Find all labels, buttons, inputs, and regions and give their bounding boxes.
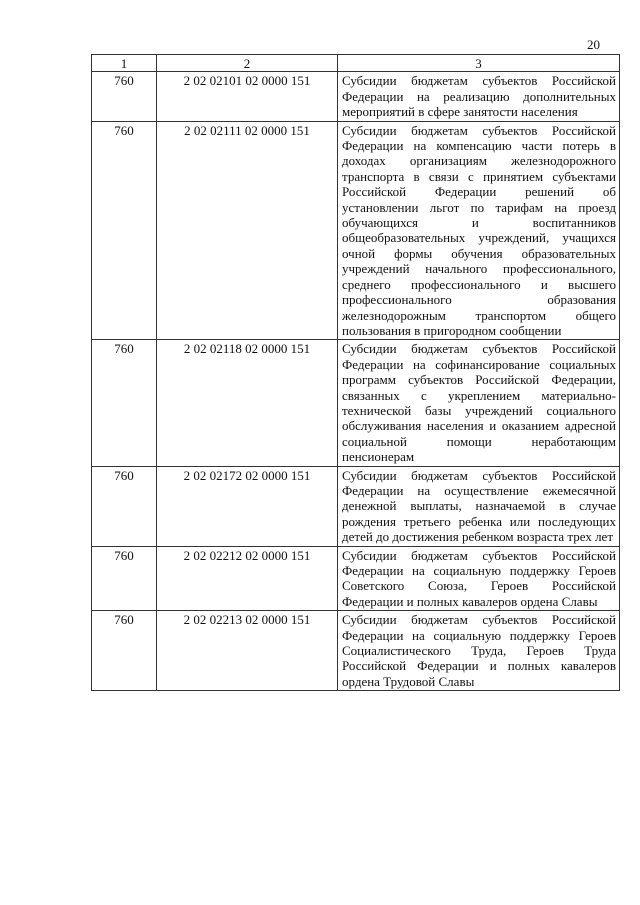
admin-code-cell: 760 [92, 340, 157, 466]
table-row [92, 121, 620, 340]
revenue-name-cell: Субсидии бюджетам субъектов Российской Федерации на компенсацию части потерь в доходах организациям железнодорожного транспорта в связи с принятием субъектами Российской Федерации решений об установлении льгот по тарифам на проезд обучающихся и воспитанников общеобразовательных учреждений, учащихся очной формы обучения образовательных учреждений начального профессионального, среднего профессионального и высшего профессионального образования железнодорожным транспортом общего пользования в пригородном сообщении [338, 121, 620, 340]
admin-code-cell: 760 [92, 466, 157, 546]
kbk-code-cell: 2 02 02213 02 0000 151 [157, 611, 338, 691]
kbk-code-cell: 2 02 02118 02 0000 151 [157, 340, 338, 466]
table-row [92, 466, 620, 546]
budget-classification-table [91, 54, 620, 691]
column-header-1: 1 [92, 55, 157, 72]
kbk-code-cell: 2 02 02212 02 0000 151 [157, 546, 338, 611]
revenue-name-cell: Субсидии бюджетам субъектов Российской Федерации на софинансирование социальных программ субъектов Российской Федерации, связанных с укреплением материально-технической базы учреждений социального обслуживания населения и оказанием адресной социальной помощи неработающим пенсионерам [338, 340, 620, 466]
table-row [92, 611, 620, 691]
kbk-code-cell: 2 02 02172 02 0000 151 [157, 466, 338, 546]
column-header-3: 3 [338, 55, 620, 72]
revenue-name-cell: Субсидии бюджетам субъектов Российской Федерации на осуществление ежемесячной денежной выплаты, назначаемой в случае рождения третьего ребенка или последующих детей до достижения ребенком возраста трех лет [338, 466, 620, 546]
revenue-name-cell: Субсидии бюджетам субъектов Российской Федерации на социальную поддержку Героев Социалистического Труда, Героев Труда Российской Федерации и полных кавалеров ордена Трудовой Славы [338, 611, 620, 691]
table-header-row [92, 55, 620, 72]
kbk-code-cell: 2 02 02101 02 0000 151 [157, 72, 338, 121]
table-row [92, 340, 620, 466]
admin-code-cell: 760 [92, 611, 157, 691]
admin-code-cell: 760 [92, 72, 157, 121]
admin-code-cell: 760 [92, 546, 157, 611]
admin-code-cell: 760 [92, 121, 157, 340]
revenue-name-cell: Субсидии бюджетам субъектов Российской Федерации на реализацию дополнительных мероприятий в сфере занятости населения [338, 72, 620, 121]
column-header-2: 2 [157, 55, 338, 72]
table-row [92, 546, 620, 611]
page-number: 20 [587, 37, 600, 52]
kbk-code-cell: 2 02 02111 02 0000 151 [157, 121, 338, 340]
revenue-name-cell: Субсидии бюджетам субъектов Российской Федерации на социальную поддержку Героев Советского Союза, Героев Российской Федерации и полных кавалеров ордена Славы [338, 546, 620, 611]
table-row [92, 72, 620, 121]
